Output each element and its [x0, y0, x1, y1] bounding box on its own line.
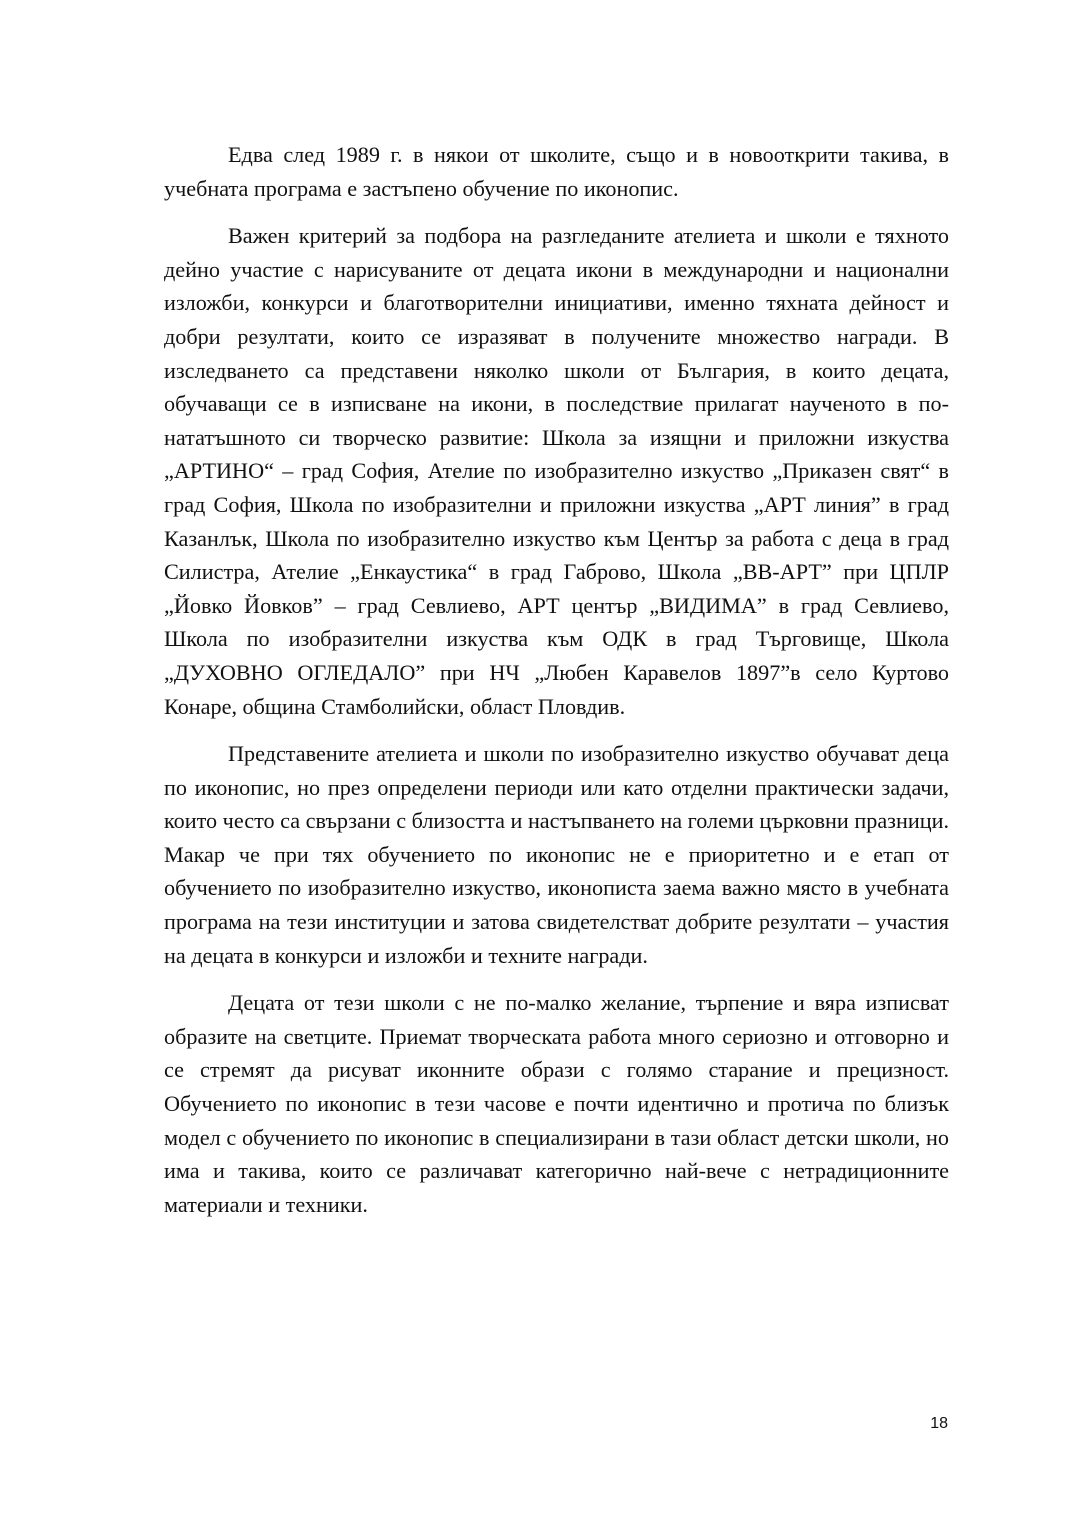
- page-body: [164, 138, 949, 1235]
- paragraph-2: Важен критерий за подбора на разгледаните ателиета и школи е тяхното дейно участие с нарисуваните от децата икони в международни и национални изложби, конкурси и благотворителни инициативи, именно тяхната дейност и добри резултати, които се изразяват в получените множество награди. В изследването са представени няколко школи от България, в които децата, обучаващи се в изписване на икони, в последствие прилагат наученото в по-нататъшното си творческо развитие: Школа за изящни и приложни изкуства „АРТИНО“ – град София, Ателие по изобразително изкуство „Приказен свят“ в град София, Школа по изобразителни и приложни изкуства „АРТ линия” в град Казанлък, Школа по изобразително изкуство към Център за работа с деца в град Силистра, Ателие „Енкаустика“ в град Габрово, Школа „ВВ-АРТ” при ЦПЛР „Йовко Йовков” – град Севлиево, АРТ център „ВИДИМА” в град Севлиево, Школа по изобразителни изкуства към ОДК в град Търговище, Школа „ДУХОВНО ОГЛЕДАЛО” при НЧ „Любен Каравелов 1897”в село Куртово Конаре, община Стамболийски, област Пловдив.: [164, 223, 949, 719]
- paragraph-3: Представените ателиета и школи по изобразително изкуство обучават деца по иконопис, но през определени периоди или като отделни практически задачи, които често са свързани с близостта и настъпването на големи църковни празници. Макар че при тях обучението по иконопис не е приоритетно и е етап от обучението по изобразително изкуство, иконописта заема важно място в учебната програма на тези институции и затова свидетелстват добрите резултати – участия на децата в конкурси и изложби и техните награди.: [164, 741, 949, 968]
- page-number: 18: [930, 1415, 948, 1432]
- paragraph-4: Децата от тези школи с не по-малко желание, търпение и вяра изписват образите на светците. Приемат творческата работа много сериозно и отговорно и се стремят да рисуват иконните образи с голямо старание и прецизност. Обучението по иконопис в тези часове е почти идентично и протича по близък модел с обучението по иконопис в специализирани в тази област детски школи, но има и такива, които се различават категорично най-вече с нетрадиционните материали и техники.: [164, 990, 949, 1217]
- paragraph-1: Едва след 1989 г. в някои от школите, също и в новооткрити такива, в учебната програма е застъпено обучение по иконопис.: [164, 142, 949, 201]
